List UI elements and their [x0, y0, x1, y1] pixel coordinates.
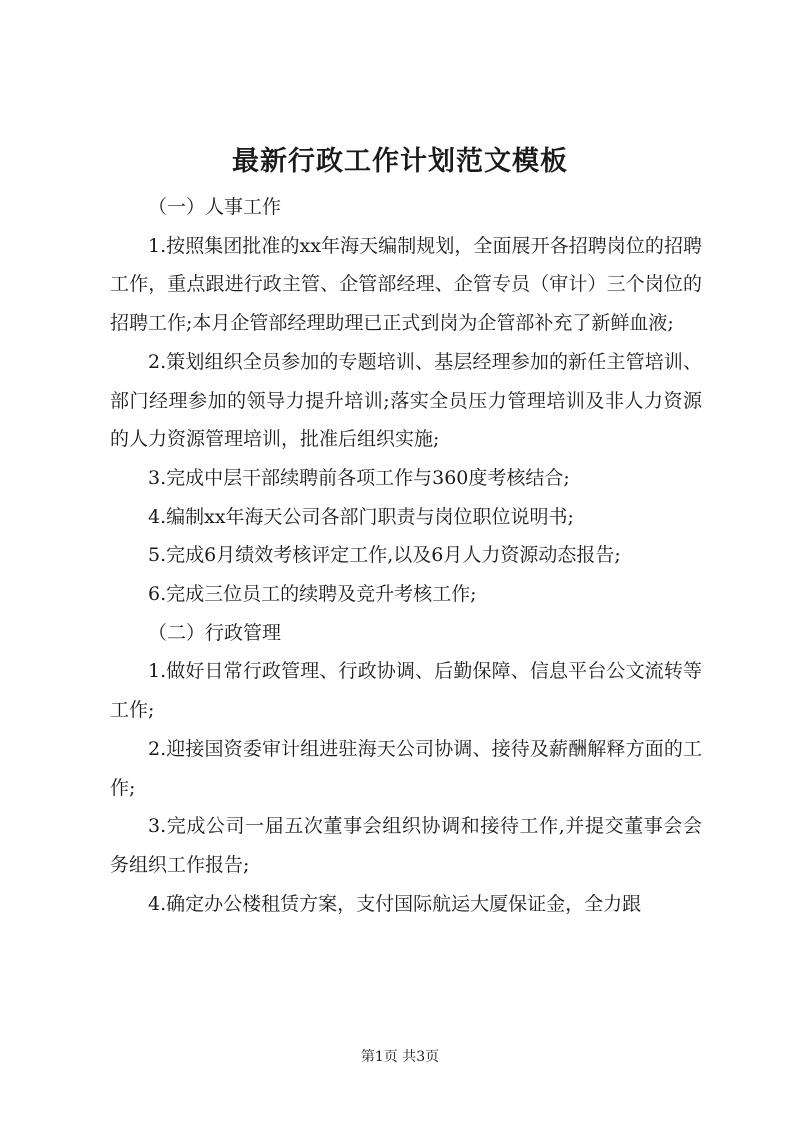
paragraph: 5.完成6月绩效考核评定工作,以及6月人力资源动态报告;: [148, 544, 621, 567]
paragraph: 2.策划组织全员参加的专题培训、基层经理参加的新任主管培训、部门经理参加的领导力提升培训;落实全员压力管理培训及非人力资源的人力资源管理培训，批准后组织实施;: [110, 350, 702, 451]
paragraph: 6.完成三位员工的续聘及竞升考核工作;: [148, 583, 477, 606]
page-footer: 第1页 共3页: [360, 1049, 440, 1065]
section-heading-administration: （二）行政管理: [148, 621, 282, 644]
document-body: [110, 188, 702, 923]
paragraph: 4.确定办公楼租赁方案，支付国际航运大厦保证金，全力跟: [148, 892, 642, 915]
paragraph: 1.按照集团批准的xx年海天编制规划，全面展开各招聘岗位的招聘工作，重点跟进行政主管、企管部经理、企管专员（审计）三个岗位的招聘工作;本月企管部经理助理已正式到岗为企管部补充了新鲜血液;: [110, 234, 702, 335]
paragraph: 2.迎接国资委审计组进驻海天公司协调、接待及薪酬解释方面的工作;: [110, 737, 702, 799]
paragraph: 4.编制xx年海天公司各部门职责与岗位职位说明书;: [148, 505, 574, 528]
paragraph: 1.做好日常行政管理、行政协调、后勤保障、信息平台公文流转等工作;: [110, 660, 702, 722]
paragraph: 3.完成中层干部续聘前各项工作与360度考核结合;: [148, 466, 570, 489]
paragraph: 3.完成公司一届五次董事会组织协调和接待工作,并提交董事会会务组织工作报告;: [110, 815, 702, 876]
document-title: 最新行政工作计划范文模板: [232, 146, 568, 177]
section-heading-personnel: （一）人事工作: [148, 196, 282, 218]
